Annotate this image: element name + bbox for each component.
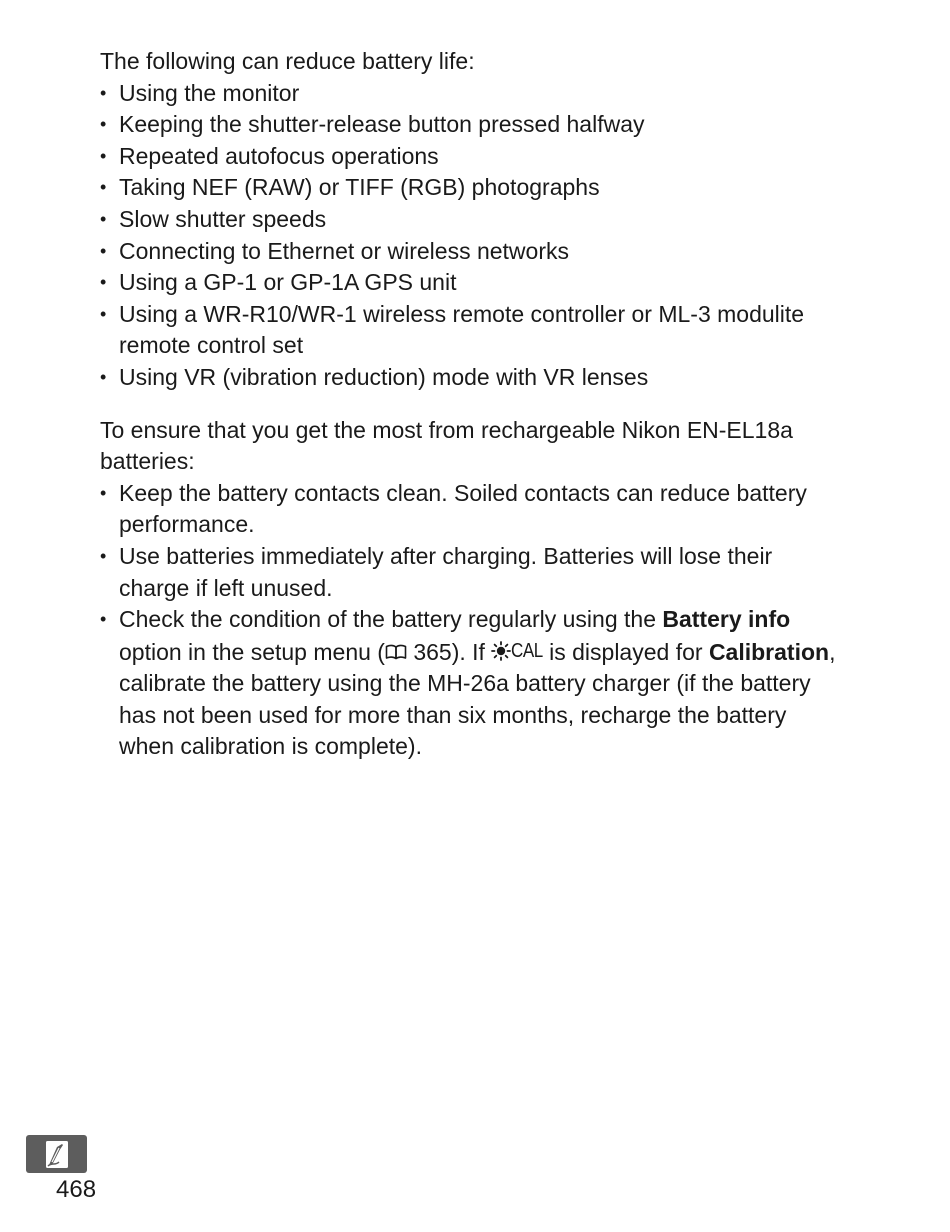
notes-pen-icon [26, 1135, 87, 1173]
page-number: 468 [56, 1176, 97, 1203]
page-content [100, 46, 840, 763]
sun-cal-icon [491, 636, 542, 668]
list-item: • Repeated autofocus operations [100, 141, 840, 173]
list-item: • Use batteries immediately after charging. Batteries will lose their charge if left unused. [100, 541, 840, 604]
calibration-label: Calibration [708, 638, 830, 665]
text-fragment: option in the setup menu ( [119, 638, 385, 665]
list-item: • Using a WR-R10/WR-1 wireless remote controller or ML-3 modulite remote control set [100, 299, 840, 362]
page-reference: 365). If [406, 638, 492, 665]
list-item: • Slow shutter speeds [100, 204, 840, 236]
list-item: • Keep the battery contacts clean. Soiled contacts can reduce battery performance. [100, 478, 840, 541]
list-item: • Using VR (vibration reduction) mode with VR lenses [100, 362, 840, 394]
cal-label: CAL [511, 639, 544, 662]
list-item: • Connecting to Ethernet or wireless networks [100, 236, 840, 268]
list-item: • Keeping the shutter-release button pressed halfway [100, 109, 840, 141]
text-fragment: is displayed for [542, 638, 709, 665]
notes-section-tab [26, 1135, 87, 1173]
book-reference-icon [385, 637, 407, 653]
text-fragment: , calibrate the battery using the MH-26a battery charger (if the battery has not been used for more than six months, recharge the battery when calibration is complete). [119, 638, 836, 760]
battery-tips-list [100, 478, 840, 763]
list-item: • Taking NEF (RAW) or TIFF (RGB) photographs [100, 172, 840, 204]
battery-life-list [100, 78, 840, 394]
battery-tips-intro: To ensure that you get the most from rechargeable Nikon EN-EL18a batteries: [100, 416, 793, 475]
battery-life-intro: The following can reduce battery life: [100, 48, 475, 74]
list-item: • Using the monitor [100, 78, 840, 110]
battery-info-menu-label: Battery info [662, 606, 791, 633]
list-item-battery-check [100, 604, 840, 763]
list-item: • Using a GP-1 or GP-1A GPS unit [100, 267, 840, 299]
text-fragment: Check the condition of the battery regularly using the [119, 606, 663, 633]
section-spacer [100, 394, 840, 415]
